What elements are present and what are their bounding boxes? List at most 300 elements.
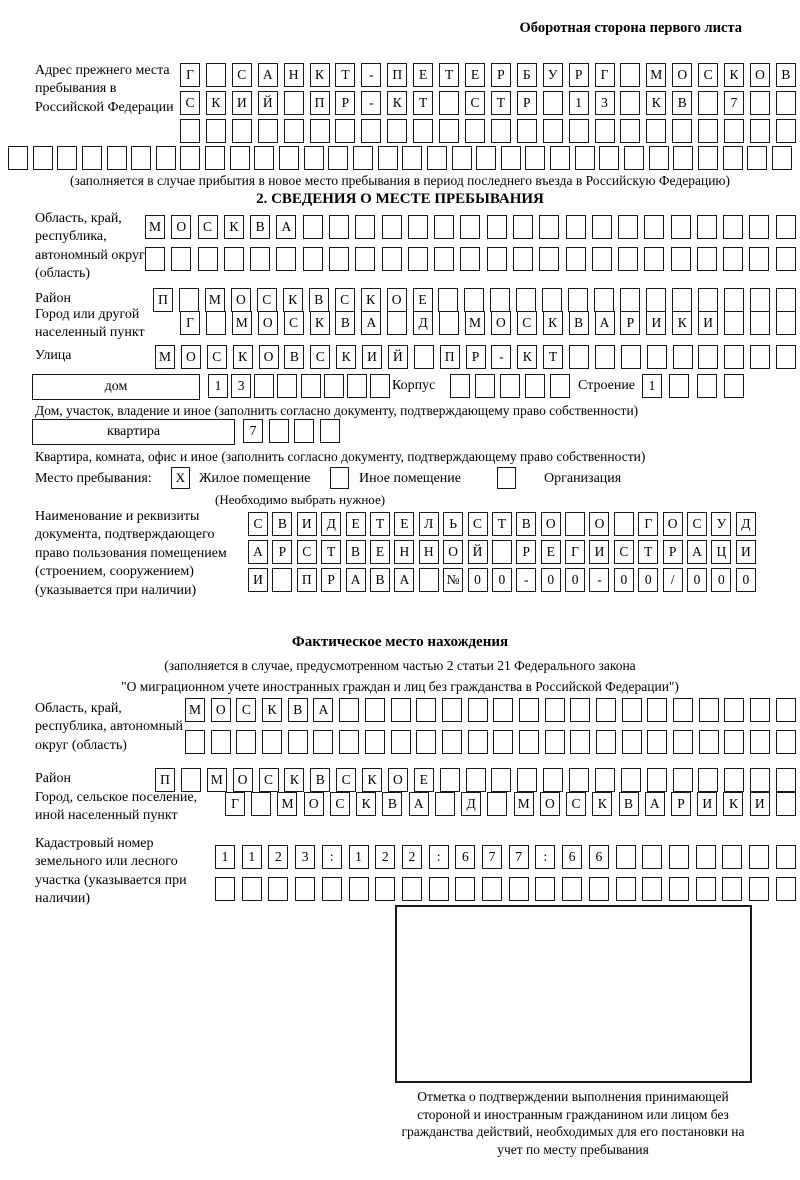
char-cell[interactable] [724, 768, 744, 792]
char-cell[interactable]: 6 [562, 845, 582, 869]
char-cell[interactable] [699, 698, 719, 722]
char-cell[interactable]: М [155, 345, 175, 369]
char-cell[interactable]: 1 [349, 845, 369, 869]
char-cell[interactable] [205, 146, 225, 170]
char-cell[interactable] [408, 215, 428, 239]
char-cell[interactable]: У [543, 63, 563, 87]
char-cell[interactable]: Й [388, 345, 408, 369]
char-cell[interactable]: И [698, 311, 718, 335]
char-cell[interactable]: В [272, 512, 292, 536]
char-cell[interactable] [539, 247, 559, 271]
char-cell[interactable] [328, 146, 348, 170]
char-cell[interactable]: А [276, 215, 296, 239]
char-cell[interactable]: С [614, 540, 634, 564]
char-cell[interactable] [644, 247, 664, 271]
char-cell[interactable] [329, 215, 349, 239]
char-cell[interactable]: И [248, 568, 268, 592]
char-cell[interactable] [211, 730, 231, 754]
char-cell[interactable]: Е [394, 512, 414, 536]
char-cell[interactable] [501, 146, 521, 170]
char-cell[interactable]: О [388, 768, 408, 792]
char-cell[interactable] [442, 698, 462, 722]
char-cell[interactable] [439, 119, 459, 143]
char-cell[interactable]: Д [736, 512, 756, 536]
char-cell[interactable]: К [361, 288, 381, 312]
char-cell[interactable] [439, 311, 459, 335]
char-cell[interactable]: 7 [482, 845, 502, 869]
char-cell[interactable] [460, 247, 480, 271]
char-cell[interactable]: С [180, 91, 200, 115]
char-cell[interactable] [353, 146, 373, 170]
char-cell[interactable] [749, 845, 769, 869]
char-cell[interactable]: Н [284, 63, 304, 87]
char-cell[interactable]: С [330, 792, 350, 816]
char-cell[interactable] [466, 768, 486, 792]
char-cell[interactable] [570, 730, 590, 754]
char-cell[interactable] [452, 146, 472, 170]
char-cell[interactable] [361, 119, 381, 143]
char-cell[interactable] [476, 146, 496, 170]
char-cell[interactable] [427, 146, 447, 170]
char-cell[interactable] [525, 146, 545, 170]
char-cell[interactable]: К [336, 345, 356, 369]
char-cell[interactable] [258, 119, 278, 143]
char-cell[interactable] [365, 730, 385, 754]
char-cell[interactable]: Д [321, 512, 341, 536]
char-cell[interactable]: К [723, 792, 743, 816]
char-cell[interactable] [339, 730, 359, 754]
char-cell[interactable]: Ь [443, 512, 463, 536]
char-cell[interactable] [206, 311, 226, 335]
char-cell[interactable]: В [776, 63, 796, 87]
char-cell[interactable] [772, 146, 792, 170]
char-cell[interactable]: О [233, 768, 253, 792]
char-cell[interactable]: К [356, 792, 376, 816]
char-cell[interactable]: - [516, 568, 536, 592]
char-cell[interactable] [493, 730, 513, 754]
char-cell[interactable]: С [259, 768, 279, 792]
char-cell[interactable] [776, 845, 796, 869]
char-cell[interactable] [592, 215, 612, 239]
char-cell[interactable]: С [198, 215, 218, 239]
char-cell[interactable]: О [181, 345, 201, 369]
char-cell[interactable] [620, 63, 640, 87]
char-cell[interactable]: 0 [736, 568, 756, 592]
char-cell[interactable] [434, 247, 454, 271]
char-cell[interactable] [224, 247, 244, 271]
char-cell[interactable]: В [309, 288, 329, 312]
char-cell[interactable] [724, 288, 744, 312]
char-cell[interactable]: Р [569, 63, 589, 87]
char-cell[interactable]: 0 [541, 568, 561, 592]
char-cell[interactable] [724, 374, 744, 398]
char-cell[interactable]: Г [180, 311, 200, 335]
char-cell[interactable]: И [736, 540, 756, 564]
char-cell[interactable]: Г [595, 63, 615, 87]
char-cell[interactable]: А [409, 792, 429, 816]
char-cell[interactable] [171, 247, 191, 271]
char-cell[interactable] [562, 877, 582, 901]
char-cell[interactable] [647, 345, 667, 369]
char-cell[interactable] [595, 345, 615, 369]
char-cell[interactable]: М [185, 698, 205, 722]
char-cell[interactable] [622, 698, 642, 722]
char-cell[interactable] [698, 768, 718, 792]
char-cell[interactable] [57, 146, 77, 170]
char-cell[interactable]: С [335, 288, 355, 312]
char-cell[interactable]: В [382, 792, 402, 816]
char-cell[interactable] [724, 311, 744, 335]
char-cell[interactable] [387, 119, 407, 143]
char-cell[interactable] [414, 345, 434, 369]
char-cell[interactable] [8, 146, 28, 170]
char-cell[interactable] [450, 374, 470, 398]
char-cell[interactable] [429, 877, 449, 901]
char-cell[interactable] [750, 288, 770, 312]
char-cell[interactable]: К [284, 768, 304, 792]
char-cell[interactable]: К [310, 311, 330, 335]
char-cell[interactable] [185, 730, 205, 754]
char-cell[interactable]: О [258, 311, 278, 335]
char-cell[interactable] [370, 374, 390, 398]
char-cell[interactable] [642, 877, 662, 901]
char-cell[interactable]: - [491, 345, 511, 369]
char-cell[interactable]: К [543, 311, 563, 335]
char-cell[interactable]: / [663, 568, 683, 592]
char-cell[interactable]: В [370, 568, 390, 592]
char-cell[interactable]: 0 [565, 568, 585, 592]
char-cell[interactable] [439, 91, 459, 115]
char-cell[interactable] [517, 119, 537, 143]
char-cell[interactable]: Д [413, 311, 433, 335]
char-cell[interactable]: Т [370, 512, 390, 536]
char-cell[interactable]: Т [491, 91, 511, 115]
char-cell[interactable]: М [207, 768, 227, 792]
char-cell[interactable]: И [232, 91, 252, 115]
char-cell[interactable]: А [313, 698, 333, 722]
char-cell[interactable]: А [394, 568, 414, 592]
char-cell[interactable]: К [387, 91, 407, 115]
char-cell[interactable] [464, 288, 484, 312]
char-cell[interactable] [33, 146, 53, 170]
char-cell[interactable]: № [443, 568, 463, 592]
char-cell[interactable]: С [566, 792, 586, 816]
char-cell[interactable] [465, 119, 485, 143]
char-cell[interactable] [543, 91, 563, 115]
char-cell[interactable]: 6 [455, 845, 475, 869]
char-cell[interactable] [723, 247, 743, 271]
char-cell[interactable] [416, 698, 436, 722]
char-cell[interactable] [776, 91, 796, 115]
char-cell[interactable]: М [145, 215, 165, 239]
char-cell[interactable]: : [429, 845, 449, 869]
char-cell[interactable] [490, 288, 510, 312]
char-cell[interactable] [468, 730, 488, 754]
char-cell[interactable] [230, 146, 250, 170]
char-cell[interactable]: Д [461, 792, 481, 816]
char-cell[interactable] [304, 146, 324, 170]
char-cell[interactable] [644, 215, 664, 239]
char-cell[interactable] [595, 119, 615, 143]
char-cell[interactable] [649, 146, 669, 170]
char-cell[interactable] [513, 215, 533, 239]
char-cell[interactable]: К [362, 768, 382, 792]
char-cell[interactable]: 1 [242, 845, 262, 869]
char-cell[interactable]: К [517, 345, 537, 369]
char-cell[interactable]: Р [516, 540, 536, 564]
char-cell[interactable] [621, 768, 641, 792]
char-cell[interactable]: 2 [375, 845, 395, 869]
char-cell[interactable] [698, 91, 718, 115]
char-cell[interactable]: О [304, 792, 324, 816]
char-cell[interactable] [776, 698, 796, 722]
char-cell[interactable]: С [310, 345, 330, 369]
char-cell[interactable]: О [750, 63, 770, 87]
char-cell[interactable] [673, 730, 693, 754]
char-cell[interactable] [482, 877, 502, 901]
char-cell[interactable]: О [171, 215, 191, 239]
char-cell[interactable] [620, 91, 640, 115]
char-cell[interactable] [250, 247, 270, 271]
char-cell[interactable] [723, 146, 743, 170]
char-cell[interactable] [542, 288, 562, 312]
char-cell[interactable] [595, 768, 615, 792]
char-cell[interactable]: Р [466, 345, 486, 369]
char-cell[interactable] [468, 698, 488, 722]
char-cell[interactable] [750, 119, 770, 143]
char-cell[interactable] [131, 146, 151, 170]
char-cell[interactable]: Т [638, 540, 658, 564]
char-cell[interactable]: Т [543, 345, 563, 369]
char-cell[interactable]: 0 [614, 568, 634, 592]
char-cell[interactable]: К [233, 345, 253, 369]
char-cell[interactable]: 1 [642, 374, 662, 398]
char-cell[interactable] [724, 119, 744, 143]
char-cell[interactable] [493, 698, 513, 722]
char-cell[interactable] [624, 146, 644, 170]
char-cell[interactable]: К [283, 288, 303, 312]
char-cell[interactable]: Б [517, 63, 537, 87]
char-cell[interactable]: Г [638, 512, 658, 536]
char-cell[interactable]: С [257, 288, 277, 312]
char-cell[interactable] [324, 374, 344, 398]
char-cell[interactable] [303, 215, 323, 239]
char-cell[interactable] [698, 288, 718, 312]
char-cell[interactable]: К [224, 215, 244, 239]
char-cell[interactable] [669, 374, 689, 398]
char-cell[interactable] [642, 845, 662, 869]
char-cell[interactable] [620, 288, 640, 312]
char-cell[interactable] [349, 877, 369, 901]
char-cell[interactable] [698, 146, 718, 170]
char-cell[interactable]: О [443, 540, 463, 564]
char-cell[interactable] [442, 730, 462, 754]
char-cell[interactable]: П [297, 568, 317, 592]
char-cell[interactable] [413, 119, 433, 143]
char-cell[interactable]: В [284, 345, 304, 369]
char-cell[interactable] [569, 345, 589, 369]
char-cell[interactable] [672, 119, 692, 143]
char-cell[interactable]: : [322, 845, 342, 869]
char-cell[interactable] [776, 288, 796, 312]
char-cell[interactable] [355, 247, 375, 271]
char-cell[interactable] [621, 345, 641, 369]
char-cell[interactable] [475, 374, 495, 398]
char-cell[interactable]: И [697, 792, 717, 816]
char-cell[interactable] [566, 247, 586, 271]
char-cell[interactable] [156, 146, 176, 170]
char-cell[interactable] [198, 247, 218, 271]
char-cell[interactable] [723, 215, 743, 239]
char-cell[interactable]: Т [439, 63, 459, 87]
char-cell[interactable]: Е [413, 288, 433, 312]
char-cell[interactable] [288, 730, 308, 754]
char-cell[interactable] [647, 730, 667, 754]
char-cell[interactable] [535, 877, 555, 901]
char-cell[interactable]: С [698, 63, 718, 87]
char-cell[interactable]: К [206, 91, 226, 115]
char-cell[interactable]: И [646, 311, 666, 335]
char-cell[interactable]: К [724, 63, 744, 87]
char-cell[interactable]: - [361, 91, 381, 115]
char-cell[interactable]: П [440, 345, 460, 369]
char-cell[interactable] [722, 845, 742, 869]
char-cell[interactable] [646, 288, 666, 312]
char-cell[interactable]: Р [620, 311, 640, 335]
char-cell[interactable] [545, 730, 565, 754]
char-cell[interactable] [565, 512, 585, 536]
char-cell[interactable]: Г [225, 792, 245, 816]
char-cell[interactable]: О [231, 288, 251, 312]
char-cell[interactable] [776, 345, 796, 369]
char-cell[interactable]: Л [419, 512, 439, 536]
char-cell[interactable] [525, 374, 545, 398]
char-cell[interactable] [545, 698, 565, 722]
char-cell[interactable] [180, 119, 200, 143]
char-cell[interactable]: Р [671, 792, 691, 816]
char-cell[interactable]: А [361, 311, 381, 335]
char-cell[interactable] [329, 247, 349, 271]
char-cell[interactable]: П [310, 91, 330, 115]
char-cell[interactable]: В [672, 91, 692, 115]
char-cell[interactable] [232, 119, 252, 143]
char-cell[interactable] [206, 63, 226, 87]
char-cell[interactable]: 0 [638, 568, 658, 592]
char-cell[interactable] [365, 698, 385, 722]
char-cell[interactable] [672, 288, 692, 312]
char-cell[interactable]: О [589, 512, 609, 536]
char-cell[interactable] [616, 877, 636, 901]
char-cell[interactable] [262, 730, 282, 754]
char-cell[interactable] [539, 215, 559, 239]
char-cell[interactable]: - [589, 568, 609, 592]
char-cell[interactable]: С [687, 512, 707, 536]
char-cell[interactable] [596, 730, 616, 754]
char-cell[interactable]: В [619, 792, 639, 816]
char-cell[interactable] [697, 374, 717, 398]
char-cell[interactable] [491, 768, 511, 792]
char-cell[interactable] [749, 877, 769, 901]
char-cell[interactable]: Е [414, 768, 434, 792]
char-cell[interactable] [402, 146, 422, 170]
char-cell[interactable] [339, 698, 359, 722]
char-cell[interactable] [438, 288, 458, 312]
char-cell[interactable] [310, 119, 330, 143]
char-cell[interactable]: 7 [243, 419, 263, 443]
checkbox-inoe[interactable] [330, 467, 349, 489]
char-cell[interactable] [776, 119, 796, 143]
char-cell[interactable] [618, 215, 638, 239]
char-cell[interactable] [646, 119, 666, 143]
char-cell[interactable]: Т [413, 91, 433, 115]
char-cell[interactable]: С [207, 345, 227, 369]
char-cell[interactable]: К [310, 63, 330, 87]
char-cell[interactable]: К [262, 698, 282, 722]
char-cell[interactable] [698, 119, 718, 143]
char-cell[interactable] [236, 730, 256, 754]
char-cell[interactable] [647, 698, 667, 722]
char-cell[interactable]: 3 [295, 845, 315, 869]
char-cell[interactable]: 0 [711, 568, 731, 592]
char-cell[interactable]: Й [258, 91, 278, 115]
char-cell[interactable] [776, 877, 796, 901]
char-cell[interactable]: - [361, 63, 381, 87]
char-cell[interactable] [269, 419, 289, 443]
char-cell[interactable] [460, 215, 480, 239]
char-cell[interactable] [750, 698, 770, 722]
char-cell[interactable]: С [517, 311, 537, 335]
char-cell[interactable] [776, 792, 796, 816]
char-cell[interactable]: К [646, 91, 666, 115]
char-cell[interactable]: В [346, 540, 366, 564]
char-cell[interactable] [697, 247, 717, 271]
char-cell[interactable]: : [535, 845, 555, 869]
char-cell[interactable] [749, 215, 769, 239]
char-cell[interactable] [335, 119, 355, 143]
char-cell[interactable] [618, 247, 638, 271]
char-cell[interactable] [242, 877, 262, 901]
char-cell[interactable] [673, 698, 693, 722]
char-cell[interactable]: М [514, 792, 534, 816]
char-cell[interactable] [416, 730, 436, 754]
char-cell[interactable]: М [277, 792, 297, 816]
char-cell[interactable]: А [248, 540, 268, 564]
char-cell[interactable]: О [541, 512, 561, 536]
char-cell[interactable]: 7 [724, 91, 744, 115]
char-cell[interactable] [749, 247, 769, 271]
char-cell[interactable]: А [645, 792, 665, 816]
char-cell[interactable]: С [297, 540, 317, 564]
char-cell[interactable] [724, 730, 744, 754]
char-cell[interactable] [697, 215, 717, 239]
char-cell[interactable] [322, 877, 342, 901]
char-cell[interactable]: Н [394, 540, 414, 564]
char-cell[interactable]: А [258, 63, 278, 87]
char-cell[interactable] [487, 215, 507, 239]
char-cell[interactable] [776, 247, 796, 271]
char-cell[interactable] [747, 146, 767, 170]
char-cell[interactable]: Г [180, 63, 200, 87]
char-cell[interactable] [750, 311, 770, 335]
char-cell[interactable]: Ц [711, 540, 731, 564]
char-cell[interactable]: 1 [569, 91, 589, 115]
char-cell[interactable] [568, 288, 588, 312]
char-cell[interactable] [509, 877, 529, 901]
char-cell[interactable] [620, 119, 640, 143]
char-cell[interactable]: Р [517, 91, 537, 115]
char-cell[interactable] [750, 91, 770, 115]
char-cell[interactable]: Н [419, 540, 439, 564]
